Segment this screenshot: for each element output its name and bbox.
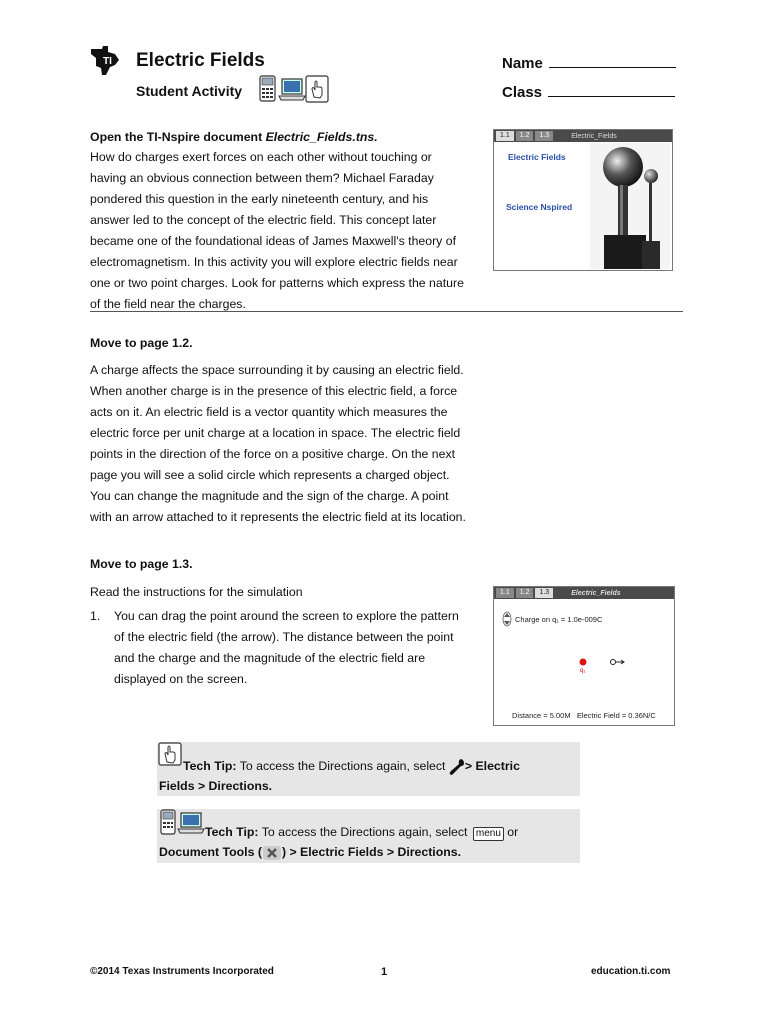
laptop-icon [278,77,306,103]
section-2-line: A charge affects the space surrounding it by causing an electric field. [90,363,464,377]
intro-line: one or two point charges. Look for patterns which express the nature [90,276,464,290]
tab-bar [494,587,674,599]
touch-icon [158,742,182,766]
section-heading-page-1-3: Move to page 1.3. [90,557,193,571]
tech-tip-path: > Electric [464,759,520,773]
class-field: Class [502,82,675,101]
ti-logo-icon [88,44,122,78]
section-2-line: You can change the magnitude and the sign of the charge. A point [90,489,449,503]
document-tools-icon [262,845,282,861]
instruction-item-1 [90,606,490,690]
calculator-screen-page-1-1 [493,129,673,271]
intro-line: of the field near the charges. [90,297,246,311]
document-title: Electric_Fields [571,132,617,140]
item-line: displayed on the screen. [114,672,248,686]
name-field: Name [502,53,676,72]
tech-tip-label: Tech Tip: [183,759,237,773]
tab-bar [494,130,672,142]
tech-tip-path-start: Document Tools ( [159,845,262,859]
section-2-line: with an arrow attached to it represents the electric field at its location. [90,510,466,524]
section-divider [90,311,683,312]
document-name: Electric_Fields.tns. [265,130,378,144]
page-subtitle: Student Activity [136,83,243,99]
tech-tip-handheld [157,809,580,863]
tech-tip-label: Tech Tip: [205,825,259,839]
charge-stepper-icon[interactable] [502,611,512,627]
intro-line: became one of the foundational ideas of James Maxwell's theory of [90,234,457,248]
section-2-text [90,360,490,528]
document-title: Electric_Fields [571,589,621,597]
charge-readout: Charge on q₁ = 1.0e-009C [515,615,603,624]
field-arrow-icon[interactable] [610,658,626,666]
touch-icon [305,75,329,103]
intro-line: How do charges exert forces on each other without touching or [90,150,432,164]
tech-tip-text: To access the Directions again, select [236,759,449,773]
section-heading-page-1-2: Move to page 1.2. [90,336,193,350]
footer-copyright: ©2014 Texas Instruments Incorporated [90,966,274,977]
van-de-graaff-generator-image [590,143,670,269]
handheld-icon [159,809,177,835]
laptop-icon [177,811,205,835]
tab-1-2: 1.2 [516,131,534,141]
tech-tip-path-end: ) > Electric Fields > Directions. [281,845,461,859]
tech-tip-path-line2: Fields > Directions. [159,779,273,793]
tech-tip-text: To access the Directions again, select [258,825,471,839]
charge-point-icon[interactable] [578,657,588,667]
tab-1-1: 1.1 [496,588,514,598]
intro-line: electromagnetism. In this activity you will explore electric fields near [90,255,458,269]
intro-line: answer led to the concept of the electric field. This concept later [90,213,437,227]
simulation-instructions: Read the instructions for the simulation [90,585,303,599]
section-2-line: When another charge is in the presence of this electric field, a force [90,384,458,398]
tech-tip-or: or [503,825,519,839]
handheld-icon [258,75,278,103]
item-line: You can drag the point around the screen to explore the pattern [114,609,459,623]
item-number: 1. [90,609,101,623]
tab-1-2: 1.2 [516,588,534,598]
footer-site[interactable]: education.ti.com [591,966,671,977]
item-line: and the charge and the magnitude of the electric field are [114,651,426,665]
section-2-line: page you will see a solid circle which represents a charged object. [90,468,450,482]
intro-lead: Open the TI-Nspire document Electric_Fields.tns. [90,130,378,144]
tech-tip-touch [157,742,580,796]
wrench-icon [449,758,465,776]
section-2-line: electric force per unit charge at a location in space. The electric field [90,426,461,440]
page-title: Electric Fields [136,50,265,71]
calculator-screen-page-1-3 [493,586,675,726]
tab-1-3: 1.3 [535,131,553,141]
distance-field-readout: Distance = 5.00M Electric Field = 0.36N/C [512,711,656,720]
menu-key: menu [473,827,504,841]
footer-page-number: 1 [381,966,388,978]
item-line: of the electric field (the arrow). The distance between the point [114,630,454,644]
intro-line: having an obvious connection between them? Michael Faraday [90,171,434,185]
section-2-line: points in the direction of the force on a positive charge. On the next [90,447,456,461]
intro-line: pondered this question in the early nineteenth century, and his [90,192,429,206]
screen-label-science-nspired: Science Nspired [506,202,573,212]
charge-label: q₁ [580,668,586,674]
svg-text:TI: TI [103,56,112,67]
screen-label-electric-fields: Electric Fields [508,152,566,162]
section-2-line: acts on it. An electric field is a vector quantity which measures the [90,405,448,419]
tab-1-1: 1.1 [496,131,514,141]
tab-1-3: 1.3 [535,588,553,598]
intro-text [90,147,480,315]
